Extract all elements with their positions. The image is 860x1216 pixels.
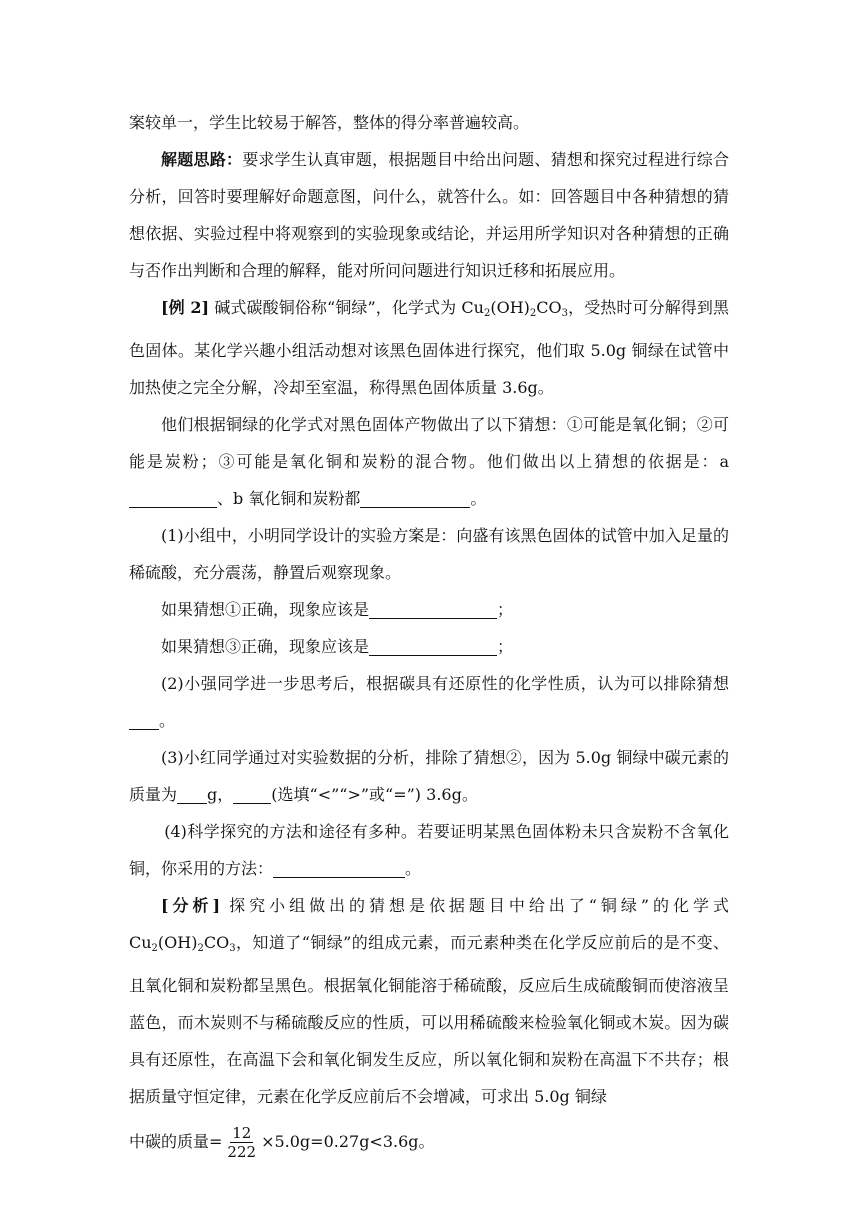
answer-blank-4[interactable] (273, 860, 405, 878)
formula-subscript: 2 (529, 308, 537, 319)
question-4-text: (4)科学探究的方法和途径有多种。若要证明某黑色固体粉未只含炭粉不含氧化铜，你采用的方法： (129, 822, 729, 878)
guess-text: 他们根据铜绿的化学式对黑色固体产物做出了以下猜想：①可能是氧化铜；②可能是炭粉；③可能是氧化铜和炭粉的混合物。他们做出以上猜想的依据是： (129, 415, 729, 471)
fraction-numerator: 12 (232, 1124, 252, 1142)
analysis-text-1: 探究小组做出的猜想是依据题目中给出了“铜绿”的化学式 Cu (129, 896, 729, 952)
example-label: [例 2] (161, 298, 210, 317)
guess-b-label: 、b 氧化铜和炭粉都 (217, 489, 361, 508)
analysis-paragraph (129, 887, 729, 1115)
question-3-choice: (选填“<”“>”或“=”) 3.6g。 (271, 785, 478, 804)
answer-blank-1b[interactable] (369, 638, 497, 656)
example-text-1: 碱式碳酸铜俗称“铜绿”，化学式为 Cu (214, 298, 484, 317)
analysis-final-suffix: ×5.0g=0.27g<3.6g。 (261, 1132, 435, 1151)
intro-paragraph-tail: 案较单一，学生比较易于解答，整体的得分率普遍较高。 (129, 113, 530, 132)
question-1-line-2-end: ； (497, 637, 514, 656)
example-text-2: (OH) (490, 298, 530, 317)
analysis-text-3: CO (203, 933, 230, 952)
guess-paragraph (129, 406, 729, 517)
approach-text: 要求学生认真审题，根据题目中给出问题、猜想和探究过程进行综合分析，回答时要理解好命题意图，问什么，就答什么。如：回答题目中各种猜想的猜想依据、实验过程中将观察到的实验现象或结论，并运用所学知识对各种猜想的正确与否作出判断和合理的解释，能对所问问题进行知识迁移和拓展应用。 (129, 150, 729, 280)
fraction-denominator: 222 (227, 1143, 257, 1161)
question-4-paragraph (129, 813, 729, 887)
example-paragraph (129, 289, 729, 406)
question-1-line-2 (129, 628, 729, 665)
approach-label: 解题思路： (161, 150, 243, 169)
formula-subscript: 2 (197, 943, 204, 954)
example-text-4: ，受热时可分解得到黑色固体。某化学兴趣小组活动想对该黑色固体进行探究，他们取 5.0g 铜绿在试管中加热使之完全分解，冷却至室温，称得黑色固体质量 3.6g。 (129, 298, 729, 397)
question-1-line-1-text: 如果猜想①正确，现象应该是 (161, 600, 370, 619)
answer-blank-2[interactable] (129, 712, 159, 730)
document-page (129, 104, 729, 1161)
answer-blank-3a[interactable] (177, 786, 207, 804)
analysis-label: [分析] (161, 896, 221, 915)
guess-end: 。 (470, 489, 487, 508)
question-1-line-1 (129, 591, 729, 628)
analysis-final-line (129, 1123, 729, 1161)
formula-subscript: 2 (151, 943, 158, 954)
answer-blank-a[interactable] (129, 490, 217, 508)
approach-paragraph (129, 141, 729, 289)
question-3-unit: g， (207, 785, 234, 804)
question-3-text: (3)小红同学通过对实验数据的分析，排除了猜想②，因为 5.0g 铜绿中碳元素的质量为 (129, 748, 729, 804)
analysis-text-2: (OH) (157, 933, 198, 952)
question-1-paragraph (129, 517, 729, 591)
question-1-line-2-text: 如果猜想③正确，现象应该是 (161, 637, 370, 656)
answer-blank-3b[interactable] (233, 786, 271, 804)
formula-subscript: 3 (561, 308, 569, 319)
question-4-end: 。 (405, 859, 422, 878)
answer-blank-1a[interactable] (369, 601, 497, 619)
question-1-text: (1)小组中，小明同学设计的实验方案是：向盛有该黑色固体的试管中加入足量的稀硫酸，充分震荡，静置后观察现象。 (129, 526, 729, 582)
question-3-paragraph (129, 739, 729, 813)
question-2-end: 。 (159, 711, 176, 730)
answer-blank-b[interactable] (360, 490, 470, 508)
example-text-3: CO (536, 298, 562, 317)
question-2-text: (2)小强同学进一步思考后，根据碳具有还原性的化学性质，认为可以排除猜想 (161, 674, 729, 693)
fraction (225, 1124, 258, 1161)
analysis-final-prefix: 中碳的质量= (129, 1132, 223, 1151)
guess-a-label: a (719, 452, 729, 471)
question-2-paragraph (129, 665, 729, 739)
analysis-text-4: ，知道了“铜绿”的组成元素，而元素种类在化学反应前后的是不变、且氧化铜和炭粉都呈黑色。根据氧化铜能溶于稀硫酸，反应后生成硫酸铜而使溶液呈蓝色，而木炭则不与稀硫酸反应的性质，可以用稀硫酸来检验氧化铜或木炭。因为碳具有还原性，在高温下会和氧化铜发生反应，所以氧化铜和炭粉在高温下不共存；根据质量守恒定律，元素在化学反应前后不会增减，可求出 5.0g 铜绿 (129, 933, 729, 1106)
question-1-line-1-end: ； (497, 600, 514, 619)
formula-subscript: 3 (229, 943, 236, 954)
formula-subscript: 2 (483, 308, 491, 319)
